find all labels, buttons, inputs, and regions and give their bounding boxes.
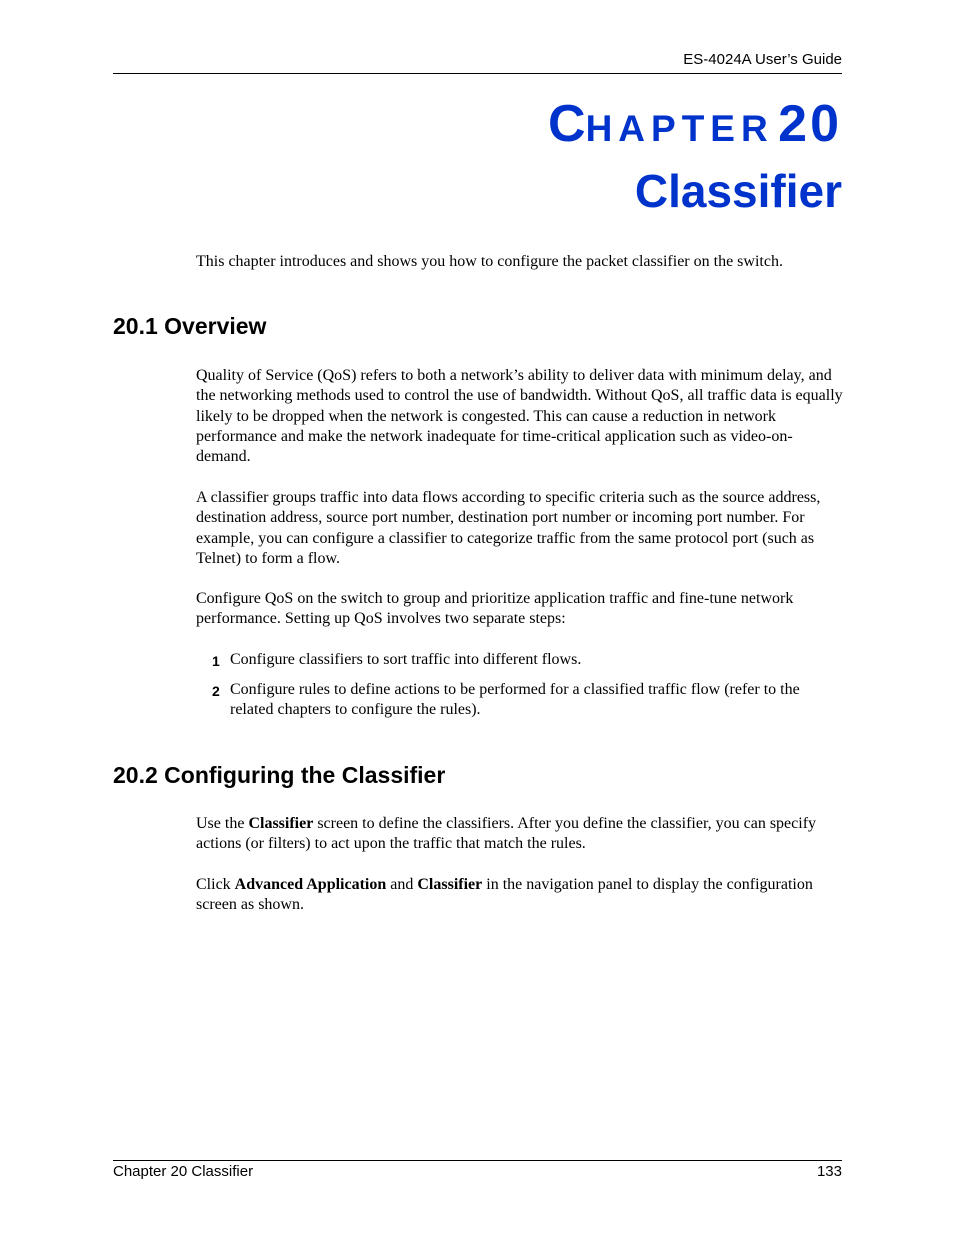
chapter-title: Classifier bbox=[634, 165, 842, 217]
section-heading-configuring: 20.2 Configuring the Classifier bbox=[113, 762, 446, 788]
text-run: Use the bbox=[196, 815, 249, 832]
step-text: Configure classifiers to sort traffic into different flows. bbox=[230, 651, 582, 668]
chapter-label bbox=[548, 95, 842, 153]
step-item bbox=[212, 650, 844, 670]
text-run: and bbox=[386, 876, 418, 893]
configuring-paragraph-2 bbox=[196, 875, 844, 916]
configuring-paragraph-1 bbox=[196, 814, 844, 855]
text-run: Click bbox=[196, 876, 235, 893]
running-header-guide-title: ES-4024A User’s Guide bbox=[683, 51, 842, 68]
text-run: screen to define the classifiers. After you define the classifier, you can specify actions (or filters) to act upon the traffic that match the rules. bbox=[196, 815, 817, 853]
chapter-label-initial: C bbox=[548, 95, 586, 153]
step-text: Configure rules to define actions to be performed for a classified traffic flow (refer to the related chapters to configure the rules). bbox=[230, 681, 800, 719]
step-number: 2 bbox=[212, 683, 220, 699]
header-rule bbox=[113, 73, 842, 74]
step-number: 1 bbox=[212, 653, 220, 669]
ui-term-advanced-application: Advanced Application bbox=[234, 876, 387, 893]
overview-paragraph-1: Quality of Service (QoS) refers to both a network’s ability to deliver data with minimum delay, and the networking methods used to control the use of bandwidth. Without QoS, all traffic data is equally likely to be dropped when the network is congested. This can cause a reduction in network performance and make the network inadequate for time-critical application such as video-on-demand. bbox=[196, 367, 843, 466]
text-run: in the navigation panel to display the configuration screen as shown. bbox=[196, 876, 813, 914]
step-item bbox=[212, 680, 844, 721]
chapter-label-rest: HAPTER bbox=[585, 108, 774, 149]
overview-paragraph-2: A classifier groups traffic into data flows according to specific criteria such as the source address, destination address, source port number, destination port number or incoming port number. For example, you can configure a classifier to categorize traffic from the same protocol port (such as Telnet) to form a flow. bbox=[196, 489, 821, 567]
overview-paragraph-3: Configure QoS on the switch to group and prioritize application traffic and fine-tune network performance. Setting up QoS involves two separate steps: bbox=[196, 590, 794, 628]
footer-rule bbox=[113, 1160, 842, 1161]
footer-chapter-title: Chapter 20 Classifier bbox=[113, 1163, 254, 1180]
section-heading-overview: 20.1 Overview bbox=[113, 313, 267, 339]
chapter-number: 20 bbox=[778, 95, 842, 153]
intro-paragraph: This chapter introduces and shows you how to configure the packet classifier on the switch. bbox=[196, 253, 783, 270]
ui-term-classifier: Classifier bbox=[248, 815, 314, 832]
ui-term-classifier: Classifier bbox=[417, 876, 483, 893]
footer-page-number: 133 bbox=[816, 1163, 842, 1180]
